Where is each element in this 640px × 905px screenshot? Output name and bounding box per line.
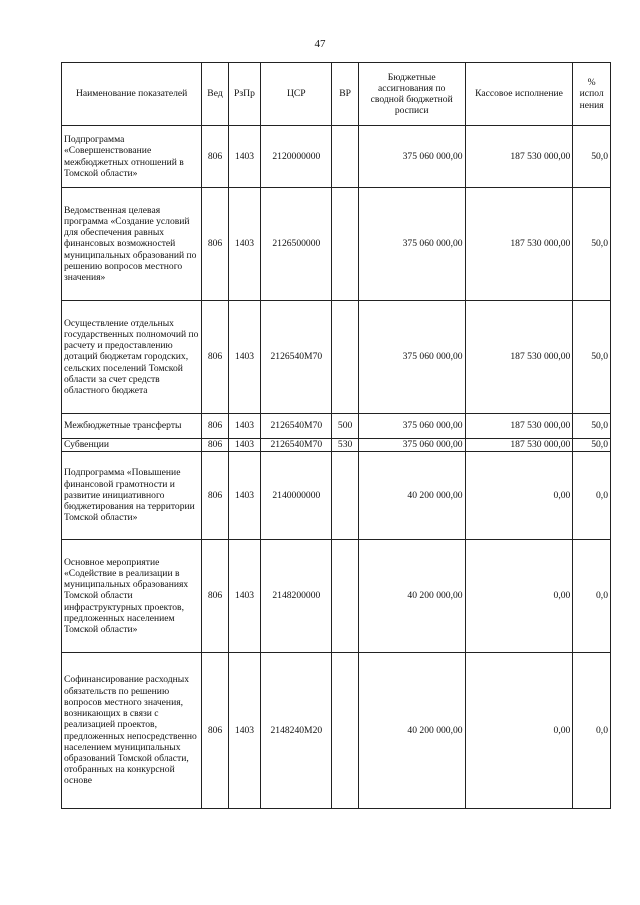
table-row <box>62 126 611 188</box>
table-row <box>62 301 611 414</box>
table-row <box>62 188 611 301</box>
row-assignments: 375 060 000,00 <box>358 439 465 452</box>
row-csr: 2126540M70 <box>261 439 332 452</box>
row-execution: 187 530 000,00 <box>465 301 573 414</box>
header-rzpr: РзПр <box>228 63 261 126</box>
row-rzpr: 1403 <box>228 452 261 540</box>
row-rzpr: 1403 <box>228 126 261 188</box>
row-ved: 806 <box>202 540 228 653</box>
row-ved: 806 <box>202 188 228 301</box>
row-rzpr: 1403 <box>228 301 261 414</box>
row-percent: 0,0 <box>573 540 611 653</box>
row-execution: 0,00 <box>465 452 573 540</box>
row-ved: 806 <box>202 126 228 188</box>
row-csr: 2126540M70 <box>261 414 332 439</box>
table-row <box>62 439 611 452</box>
row-name: Субвенции <box>62 439 202 452</box>
row-vr: 530 <box>332 439 358 452</box>
row-percent: 0,0 <box>573 653 611 809</box>
row-percent: 50,0 <box>573 301 611 414</box>
row-ved: 806 <box>202 301 228 414</box>
row-percent: 0,0 <box>573 452 611 540</box>
row-rzpr: 1403 <box>228 439 261 452</box>
row-assignments: 375 060 000,00 <box>358 126 465 188</box>
row-vr <box>332 126 358 188</box>
row-ved: 806 <box>202 653 228 809</box>
row-vr <box>332 301 358 414</box>
row-execution: 187 530 000,00 <box>465 188 573 301</box>
table-row <box>62 653 611 809</box>
header-assignments: Бюджетные ассигнования по сводной бюджетной росписи <box>358 63 465 126</box>
row-assignments: 375 060 000,00 <box>358 188 465 301</box>
row-ved: 806 <box>202 452 228 540</box>
row-assignments: 40 200 000,00 <box>358 653 465 809</box>
row-vr <box>332 653 358 809</box>
row-csr: 2148200000 <box>261 540 332 653</box>
row-name: Подпрограмма «Повышение финансовой грамотности и развитие инициативного бюджетирования на территории Томской области» <box>62 452 202 540</box>
row-name: Осуществление отдельных государственных полномочий по расчету и предоставлению дотаций бюджетам городских, сельских поселений Томской области за счет средств областного бюджета <box>62 301 202 414</box>
row-ved: 806 <box>202 439 228 452</box>
budget-table <box>61 62 611 809</box>
row-name: Ведомственная целевая программа «Создание условий для обеспечения равных финансовых возможностей муниципальных образований по решению вопросов местного значения» <box>62 188 202 301</box>
table-header-row <box>62 63 611 126</box>
row-csr: 2140000000 <box>261 452 332 540</box>
header-ved: Вед <box>202 63 228 126</box>
row-vr <box>332 452 358 540</box>
row-csr: 2148240M20 <box>261 653 332 809</box>
row-rzpr: 1403 <box>228 540 261 653</box>
row-name: Основное мероприятие «Содействие в реализации в муниципальных образованиях Томской области инфраструктурных проектов, предложенных населением Томской области» <box>62 540 202 653</box>
row-csr: 2126540M70 <box>261 301 332 414</box>
table-row <box>62 414 611 439</box>
row-assignments: 375 060 000,00 <box>358 414 465 439</box>
row-percent: 50,0 <box>573 126 611 188</box>
header-name: Наименование показателей <box>62 63 202 126</box>
row-name: Межбюджетные трансферты <box>62 414 202 439</box>
page-number: 47 <box>314 38 326 50</box>
row-rzpr: 1403 <box>228 653 261 809</box>
row-ved: 806 <box>202 414 228 439</box>
header-vr: ВР <box>332 63 358 126</box>
row-assignments: 40 200 000,00 <box>358 452 465 540</box>
row-execution: 0,00 <box>465 653 573 809</box>
header-execution: Кассовое исполнение <box>465 63 573 126</box>
row-percent: 50,0 <box>573 188 611 301</box>
row-execution: 187 530 000,00 <box>465 439 573 452</box>
row-execution: 187 530 000,00 <box>465 126 573 188</box>
row-assignments: 40 200 000,00 <box>358 540 465 653</box>
row-rzpr: 1403 <box>228 414 261 439</box>
row-csr: 2126500000 <box>261 188 332 301</box>
row-vr <box>332 540 358 653</box>
row-assignments: 375 060 000,00 <box>358 301 465 414</box>
row-rzpr: 1403 <box>228 188 261 301</box>
table-row <box>62 452 611 540</box>
row-name: Подпрограмма «Совершенствование межбюджетных отношений в Томской области» <box>62 126 202 188</box>
table-row <box>62 540 611 653</box>
row-percent: 50,0 <box>573 439 611 452</box>
row-percent: 50,0 <box>573 414 611 439</box>
row-execution: 0,00 <box>465 540 573 653</box>
header-csr: ЦСР <box>261 63 332 126</box>
row-name: Софинансирование расходных обязательств по решению вопросов местного значения, возникающих в связи с реализацией проектов, предложенных непосредственно населением муниципальных образований Томской области, отобранных на конкурсной основе <box>62 653 202 809</box>
row-execution: 187 530 000,00 <box>465 414 573 439</box>
row-csr: 2120000000 <box>261 126 332 188</box>
row-vr <box>332 188 358 301</box>
row-vr: 500 <box>332 414 358 439</box>
header-percent: % испол нения <box>573 63 611 126</box>
